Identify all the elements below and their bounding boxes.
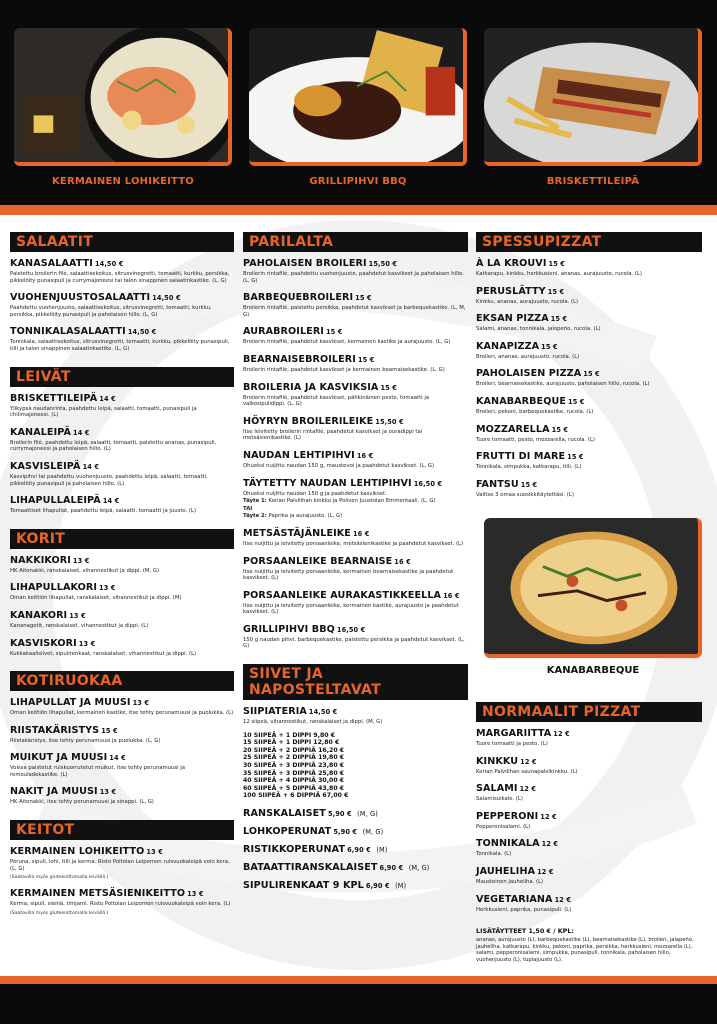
- item-name: EKSAN PIZZA: [476, 313, 549, 325]
- photo-kanabarbeque: [484, 518, 702, 658]
- item-price: 13 €: [99, 788, 117, 797]
- menu-item: [10, 555, 234, 575]
- wing-line: 100 SIIPEÄ + 6 DIPPIÄ 67,00 €: [243, 792, 349, 800]
- menu-item: [243, 354, 468, 374]
- item-name: BARBEQUEBROILERI: [243, 292, 354, 304]
- fill-or: [243, 506, 468, 513]
- menu-item: [10, 610, 234, 630]
- caption-briskettileipa: BRISKETTILEIPÄ: [546, 176, 640, 187]
- item-desc: Broilerin rintafilé, paahdetut kasvikset, kermainen kastike ja aurajuusto. (L, G): [243, 339, 451, 346]
- item-name: KERMAINEN LOHIKEITTO: [10, 846, 145, 858]
- item-name: À LA KROUVI: [476, 258, 547, 269]
- item-price: 15 €: [583, 370, 600, 379]
- item-desc: Broilerin filé, paahdettu leipä, salaatti, tomaatti, paistettu ananas, punasipuli, currymajoneesi ja paholaisen hillo. (L): [10, 439, 217, 453]
- item-price: 12 €: [520, 757, 537, 766]
- item-desc: Broilerin rintafilé, paistettu persikka, paahdetut kasvikset ja barbequekastike. (L, M, G): [243, 305, 466, 318]
- item-price: 15 €: [380, 383, 397, 392]
- photo-briskettileipa: [484, 28, 702, 166]
- item-price: 14,50 €: [127, 328, 157, 337]
- photo-grillipihvi: [249, 28, 467, 166]
- section-header-spessupizzat: SPESSUPIZZAT: [476, 232, 702, 252]
- item-price: 15 €: [325, 328, 343, 337]
- item-name: BATAATTIRANSKALAISET: [243, 862, 378, 873]
- menu-item: [476, 368, 702, 388]
- item-price: 14 €: [102, 497, 120, 506]
- item-name: GRILLIPIHVI BBQ: [243, 623, 335, 635]
- item-note: (Saatavilla myös gluteenittomalla leivällä.): [10, 910, 109, 916]
- item-price: 6,90 €: [347, 846, 371, 854]
- bottom-banner: [0, 984, 717, 1024]
- item-price: 12 €: [540, 812, 557, 821]
- menu-item: [10, 292, 234, 318]
- menu-item: [476, 286, 702, 306]
- item-price: 13 €: [78, 639, 96, 648]
- menu-item: [476, 866, 702, 886]
- menu-item: [476, 811, 702, 831]
- item-price: 15 €: [355, 294, 372, 303]
- item-desc: Ohueksi nuijittu naudan 150 g, maustevoi ja paahdetut kasvikset. (L, G): [243, 462, 435, 469]
- item-name: KANALEIPÄ: [10, 426, 72, 438]
- item-name: PERUSLÄTTY: [476, 285, 546, 297]
- item-price: 16 €: [356, 451, 374, 460]
- menu-item: [476, 728, 702, 748]
- item-price: 14 €: [73, 428, 90, 437]
- column-right-lower: [476, 702, 702, 963]
- menu-item: [10, 461, 234, 487]
- item-desc: Paistettu broilerin filé, salaattisekoitus, sitrusvinegretti, tomaatti, kurkku, persikka, pikkelöity punasipuli ja currymajoneesi tai talon sinappinen salaatinkastike. (L, G): [10, 271, 230, 284]
- item-note: (Saatavilla myös gluteenittomalla leivällä.): [10, 875, 109, 881]
- item-name: NAKKIKORI: [10, 554, 71, 566]
- item-price: 15 €: [101, 726, 118, 735]
- item-price: 12 €: [553, 730, 570, 738]
- item-price: 16,50 €: [336, 625, 366, 634]
- item-name: LIHAPULLAT JA MUUSI: [10, 697, 131, 709]
- item-price: 5,90 €: [333, 828, 358, 836]
- item-desc: Tonnikala, salaattisekoitus, sitrusvinegretti, tomaatti, kurkku, pikkelöity punasipuli, tilli ja talon sinappinen salaatinkastike. (L, G): [10, 339, 230, 352]
- wing-line: 20 SIIPEÄ + 2 DIPPIÄ 16,20 €: [243, 746, 345, 754]
- item-desc: Riistakäristys, itse tehty perunamuusi ja puolukka. (L, G): [10, 737, 161, 744]
- photo-lohikeitto: [14, 28, 232, 166]
- item-desc: Salami, ananas, tonnikala, jalopeño, rucola. (L): [476, 326, 601, 333]
- snack-item: [243, 844, 468, 856]
- menu-item: [243, 326, 468, 346]
- snack-item: [243, 880, 468, 892]
- item-name: PAHOLAISEN BROILERI: [243, 258, 367, 269]
- wing-line: 40 SIIPEÄ + 4 DIPPIÄ 30,00 €: [243, 777, 345, 785]
- extras-desc: ananas, aurajuusto (L), barbequekastike (L), bearnaisekastike (L), broileri, jalapeño, jauheliha, katkarapu, kinkku, pekoni, paprika, persikka, herkkusieni, mozzarella (L), salami, pepperonisalami, simpukka, punasipuli, tonnikala, paholaisen hillo, vuohenjuusto (L), tuplajuusto (L).: [476, 937, 694, 963]
- item-price: 13 €: [99, 584, 116, 593]
- section-header-salaatit: SALAATIT: [10, 232, 234, 252]
- item-tag: (M, G): [357, 810, 378, 818]
- item-desc: Itse nuijittu ja leivitetty porsaanleike, kermainen kastike, aurajuusto ja paahdetut kasvikset. (L): [243, 602, 459, 616]
- caption-lohikeitto: KERMAINEN LOHIKEITTO: [51, 176, 195, 187]
- menu-item: [476, 424, 702, 444]
- item-price: 15,50 €: [375, 417, 404, 426]
- menu-item: [243, 258, 468, 284]
- item-desc: Herkkusieni, paprika, punasipuli. (L): [476, 906, 572, 913]
- menu-item: [243, 624, 468, 650]
- item-tag: (M, G): [408, 864, 430, 872]
- item-desc: Paahdettu vuohenjuusto, salaattisekoitus, sitrusvinegretti, tomaatti, kurkku, persikka, pikkelöity punasipuli ja paholaisen hillo. (L, G): [10, 305, 212, 318]
- menu-item: [243, 478, 468, 520]
- item-price: 15,50 €: [368, 260, 398, 268]
- menu-item: [243, 292, 468, 318]
- item-name: PORSAANLEIKE AURAKASTIKKEELLA: [243, 589, 442, 601]
- menu-item: [10, 393, 234, 419]
- item-price: 16 €: [443, 591, 460, 600]
- item-desc: Broileri, ananas, aurajuusto, rucola. (L): [476, 353, 580, 360]
- menu-item: [243, 528, 468, 548]
- item-name: MARGARIITTA: [476, 728, 552, 739]
- menu-item: [243, 450, 468, 470]
- column-middle: [243, 232, 468, 898]
- item-desc: Voissa paistetut ruiskuorrutetut muikut, itse tehty perunamuusi ja remouladekastike. (L): [10, 765, 185, 778]
- fill-option-1: [243, 498, 468, 505]
- extras-block: [476, 927, 702, 963]
- item-price: 15 €: [547, 287, 565, 296]
- wing-line: 25 SIIPEÄ + 2 DIPPIÄ 19,80 €: [243, 754, 345, 762]
- item-name: AURABROILERI: [243, 326, 324, 338]
- item-desc: Tonnikala. (L): [476, 851, 512, 858]
- item-price: 14,50 €: [308, 708, 338, 717]
- wing-price-list: [243, 732, 468, 800]
- item-name: RANSKALAISET: [243, 808, 326, 819]
- item-desc: Itse nuijittu ja leivitetty porsaanleike, metsäsienikastike ja paahdetut kasvikset. (L): [243, 540, 464, 547]
- item-name: NAKIT JA MUUSI: [10, 786, 98, 798]
- item-name: JAUHELIHA: [476, 865, 536, 877]
- menu-item: [476, 894, 702, 914]
- item-name: VEGETARIANA: [476, 893, 553, 905]
- item-price: 12 €: [519, 785, 537, 794]
- wing-line: 15 SIIPEÄ + 1 DIPPI 12,80 €: [243, 739, 340, 747]
- item-tag: (M, G): [362, 828, 384, 836]
- menu-item: [476, 258, 702, 278]
- item-price: 12 €: [554, 895, 572, 904]
- item-price: 16,50 €: [413, 479, 443, 488]
- item-price: 6,90 €: [379, 864, 404, 872]
- menu-item: [10, 495, 234, 515]
- item-name: KINKKU: [476, 755, 519, 767]
- item-desc: Tuore tomaatti, pesto, mozzarella, rucola. (L): [476, 436, 596, 443]
- item-price: 15 €: [548, 260, 565, 268]
- orange-stripe-top: [0, 205, 717, 215]
- item-desc: Korian Palvilihan saunapalvikinkku. (L): [476, 768, 578, 775]
- item-price: 15 €: [357, 355, 375, 364]
- snack-item: [243, 808, 468, 820]
- snack-item: [243, 826, 468, 838]
- menu-item: [476, 396, 702, 416]
- item-price: 13 €: [72, 556, 90, 565]
- item-name: RISTIKKOPERUNAT: [243, 844, 346, 855]
- item-desc: Kananagetit, ranskalaiset, vihannestikut ja dippi. (L): [10, 622, 149, 629]
- item-name: LOHKOPERUNAT: [243, 826, 332, 837]
- header-line: NAPOSTELTAVAT: [249, 682, 381, 699]
- menu-item: [476, 479, 702, 499]
- item-name: KANASALAATTI: [10, 258, 93, 269]
- menu-item: [243, 416, 468, 442]
- item-name: MOZZARELLA: [476, 423, 550, 435]
- item-desc: Broilerin rintafilé, paahdettu vuohenjuusto, paahdetut kasvikset ja paholaisen hillo. (L, G): [243, 271, 464, 284]
- column-right: [476, 232, 702, 506]
- item-desc: Kerma, sipuli, sieniä, timjami. Risto Poltolan Leipomon ruisvuokaleipä voin kera. (L): [10, 901, 231, 908]
- wing-line: 10 SIIPEÄ + 1 DIPPI 9,80 €: [243, 731, 336, 739]
- item-price: 14 €: [109, 754, 126, 763]
- photo-caption-kanabarbeque: KANABARBEQUE: [546, 665, 640, 676]
- extras-title: LISÄTÄYTTEET 1,50 € / KPL:: [476, 927, 574, 936]
- column-left: [10, 232, 234, 924]
- item-name: KASVISKORI: [10, 637, 77, 649]
- section-header-normaalit: NORMAALIT PIZZAT: [476, 702, 702, 722]
- section-header-keitot: KEITOT: [10, 820, 234, 840]
- fill-or-text: TAI: [243, 505, 253, 512]
- menu-item: [10, 427, 234, 453]
- item-price: 13 €: [187, 890, 204, 899]
- menu-item: [243, 706, 468, 726]
- menu-item: [10, 697, 234, 717]
- item-name: MUIKUT JA MUUSI: [10, 752, 108, 764]
- item-name: BEARNAISEBROILERI: [243, 353, 356, 365]
- fill-text: Korian Palvilihan kinkku ja Poliven Juustolan Emmentaali. (L, G): [268, 498, 436, 505]
- item-desc: Itse nuijittu ja leivitetty porsaanleike, kermainen bearnaisekastike ja paahdetut kasvikset. (L): [243, 568, 454, 582]
- menu-item: [243, 556, 468, 582]
- item-desc: HK Aitonakki, itse tehty perunamuusi ja sinappi. (L, G): [10, 799, 154, 806]
- item-desc: Broileri, pekoni, barbequekastike, rucola. (L): [476, 408, 594, 415]
- item-desc: Tonnikala, simpukka, katkarapu, tilli. (L): [476, 464, 582, 471]
- item-desc: Kasvipihvi tai paahdettu vuohenjuusto, paahdettu leipä, salaatti, tomaatti, pikkelöity punasipuli ja paholaisen hillo. (L): [10, 473, 208, 487]
- item-name: RIISTAKÄRISTYS: [10, 724, 100, 736]
- item-price: 13 €: [69, 611, 86, 620]
- item-price: 15 €: [550, 315, 568, 324]
- section-header-korit: KORIT: [10, 529, 234, 549]
- item-price: 13 €: [146, 848, 163, 857]
- item-name: HÖYRYN BROILERILEIKE: [243, 415, 374, 427]
- menu-item: [10, 258, 234, 284]
- menu-item: [10, 888, 234, 916]
- item-name: METSÄSTÄJÄNLEIKE: [243, 527, 351, 539]
- item-desc: HK Aitonakki, ranskalaiset, vihannestikut ja dippi. (M, G): [10, 567, 160, 574]
- item-price: 16 €: [352, 529, 370, 538]
- item-name: TONNIKALASALAATTI: [10, 326, 126, 338]
- menu-item: [10, 786, 234, 806]
- item-price: 14 €: [99, 394, 116, 403]
- menu-item: [10, 725, 234, 745]
- item-price: 16 €: [394, 557, 411, 566]
- section-header-kotiruokaa: KOTIRUOKAA: [10, 671, 234, 691]
- item-desc: Kukkakaalisiivet, sipulirenkaat, ranskalaiset, vihannestikut ja dippi. (L): [10, 650, 197, 657]
- item-desc: Itse leivitetty broilerin rintafilé, paahdetut kasvikset ja ouradippi tai metsäsienikastike. (L): [243, 428, 423, 442]
- menu-item: [476, 341, 702, 361]
- item-desc: Broileri, bearnaisekastike, aurajuusto, paholaisen hillo, rucola. (L): [476, 381, 650, 388]
- item-desc: Broilerin rintafilé, paahdetut kasvikset, pähkinäinen pesto, tomaatti ja valkosipulidippi. (L, G): [243, 394, 430, 408]
- fill-text: Paprika ja aurajuusto. (L, G): [268, 513, 343, 520]
- item-desc: Mausteinen jauheliha. (L): [476, 878, 544, 885]
- menu-item: [10, 582, 234, 602]
- item-price: 15 €: [520, 480, 538, 489]
- item-price: 14 €: [82, 462, 100, 471]
- item-name: PORSAANLEIKE BEARNAISE: [243, 555, 393, 567]
- menu-item: [243, 382, 468, 408]
- item-name: TÄYTETTY NAUDAN LEHTIPIHVI: [243, 477, 412, 489]
- item-price: 15 €: [568, 397, 585, 406]
- item-name: PAHOLAISEN PIZZA: [476, 368, 582, 380]
- item-name: SALAMI: [476, 783, 518, 795]
- item-name: KASVISLEIPÄ: [10, 460, 81, 472]
- item-desc: Tuore tomaatti ja pesto. (L): [476, 741, 548, 747]
- item-tag: (M): [376, 846, 388, 854]
- menu-item: [476, 756, 702, 776]
- orange-stripe-bottom: [0, 976, 717, 984]
- item-tag: (M): [395, 882, 407, 890]
- menu-item: [243, 590, 468, 616]
- snack-item: [243, 862, 468, 874]
- item-name: BRISKETTILEIPÄ: [10, 392, 98, 404]
- item-desc: Ylikypsä naudanrinta, paahdettu leipä, salaatti, tomaatti, punasipuli ja chilimajoneesi. (L): [10, 405, 197, 419]
- menu-item: [476, 838, 702, 858]
- wing-line: 35 SIIPEÄ + 3 DIPPIÄ 25,80 €: [243, 769, 345, 777]
- fill-label: Täyte 1:: [243, 498, 267, 505]
- menu-item: [476, 451, 702, 471]
- item-name: LIHAPULLALEIPÄ: [10, 495, 101, 507]
- item-price: 15 €: [567, 453, 584, 462]
- item-desc: Katkarapu, kinkku, herkkusieni, ananas, aurajuusto, rucola. (L): [476, 271, 642, 277]
- header-line: SIIVET JA: [249, 666, 324, 683]
- item-desc: Oman keittiön lihapullat, ranskalaiset, vihannestikut ja dippi. (M): [10, 595, 182, 602]
- item-desc: Tomaattiset lihapullat, paahdettu leipä, salaatti, tomaatti ja juusto. (L): [10, 508, 196, 515]
- item-name: FRUTTI DI MARE: [476, 451, 566, 463]
- item-price: 14,50 €: [152, 294, 181, 303]
- item-name: KANAKORI: [10, 609, 68, 621]
- item-name: TONNIKALA: [476, 838, 540, 850]
- item-name: BROILERIA JA KASVIKSIA: [243, 381, 379, 393]
- item-desc: Peruna, sipuli, lohi, tilli ja kerma. Risto Poltolan Leipomon ruisvuokaleipä voin kera. (L, G): [10, 859, 230, 872]
- item-desc: Oman keittiön lihapullat, kermainen kastike, itse tehty perunamuusi ja puolukka. (L): [10, 710, 234, 717]
- menu-item: [10, 638, 234, 658]
- item-name: FANTSU: [476, 478, 519, 490]
- fill-option-2: [243, 513, 468, 520]
- menu-item: [476, 783, 702, 803]
- item-desc: 12 siipeä, vihannestikut, ranskalaiset ja dippi. (M, G): [243, 719, 383, 726]
- wing-line: 60 SIIPEÄ + 5 DIPPIÄ 43,80 €: [243, 784, 345, 792]
- item-name: LIHAPULLAKORI: [10, 582, 98, 594]
- item-name: VUOHENJUUSTOSALAATTI: [10, 292, 151, 304]
- item-desc: Salamisuikale. (L): [476, 796, 523, 803]
- item-desc: Valitse 3 omaa suosikkitäytettäsi. (L): [476, 491, 574, 498]
- item-name: KERMAINEN METSÄSIENIKEITTO: [10, 888, 186, 900]
- item-desc: Ohueksi nuijittu naudan 150 g ja paahdetut kasvikset.: [243, 490, 387, 497]
- item-price: 13 €: [132, 699, 150, 708]
- section-header-leivat: LEIVÄT: [10, 367, 234, 387]
- item-price: 15 €: [551, 425, 569, 434]
- item-name: NAUDAN LEHTIPIHVI: [243, 449, 355, 461]
- caption-grillipihvi: GRILLIPIHVI BBQ: [309, 176, 407, 187]
- item-price: 6,90 €: [365, 882, 390, 890]
- item-price: 5,90 €: [327, 810, 352, 818]
- item-price: 12 €: [537, 867, 554, 876]
- item-desc: Broilerin rintafilé, paahdetut kasvikset ja kermainen bearnaisekastike. (L, G): [243, 366, 445, 373]
- item-name: SIPULIRENKAAT 9 KPL: [243, 880, 364, 891]
- item-name: SIIPIATERIA: [243, 706, 307, 718]
- menu-item: [10, 846, 234, 880]
- item-name: PEPPERONI: [476, 810, 539, 822]
- menu-item: [10, 326, 234, 352]
- item-desc: 150 g naudan pihvi, barbequekastike, paistettu persikka ja paahdetut kasvikset. (L, G): [243, 636, 465, 650]
- item-name: KANAPIZZA: [476, 340, 540, 352]
- item-price: 15 €: [541, 342, 558, 351]
- fill-label: Täyte 2:: [243, 513, 267, 520]
- item-desc: Pepperonisalami. (L): [476, 823, 531, 830]
- menu-item: [10, 752, 234, 778]
- section-header-siivet: [243, 664, 468, 700]
- wing-line: 30 SIIPEÄ + 3 DIPPIÄ 23,80 €: [243, 762, 345, 770]
- item-desc: Kinkku, ananas, aurajuusto, rucola. (L): [476, 298, 579, 305]
- menu-item: [476, 313, 702, 333]
- item-price: 12 €: [541, 840, 559, 849]
- section-header-parilalta: PARILALTA: [243, 232, 468, 252]
- item-price: 14,50 €: [94, 260, 124, 268]
- item-name: KANABARBEQUE: [476, 395, 567, 407]
